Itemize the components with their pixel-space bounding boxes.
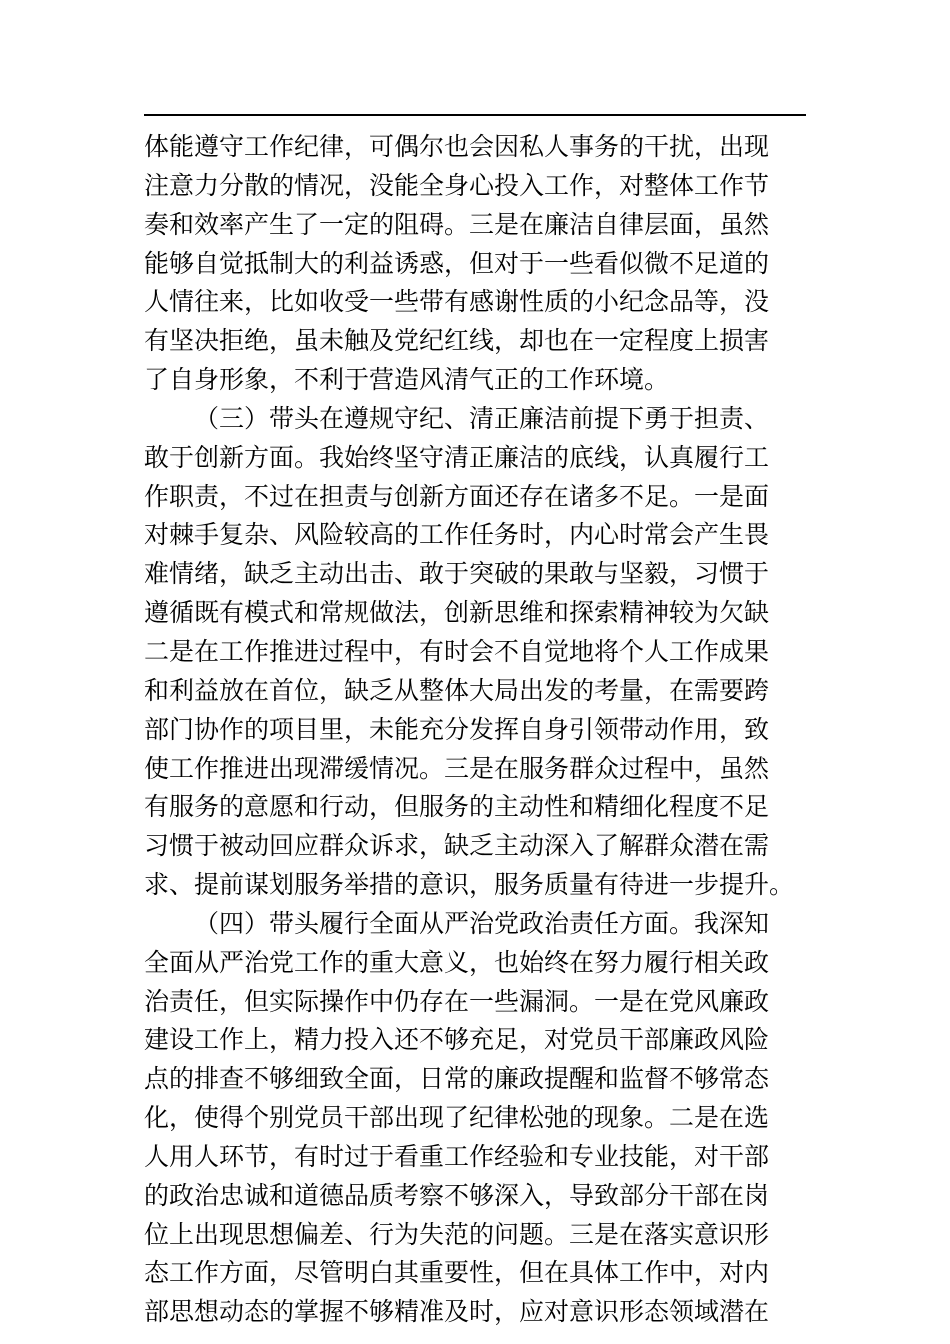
text-line: 部思想动态的掌握不够精准及时，应对意识形态领域潜在: [144, 1297, 770, 1327]
text-line: （三）带头在遵规守纪、清正廉洁前提下勇于担责、: [194, 403, 770, 433]
text-line: 部门协作的项目里，未能充分发挥自身引领带动作用，致: [144, 714, 770, 744]
text-line: 作职责，不过在担责与创新方面还存在诸多不足。一是面: [144, 481, 770, 511]
text-line: 对棘手复杂、风险较高的工作任务时，内心时常会产生畏: [144, 520, 770, 550]
text-line: 人情往来，比如收受一些带有感谢性质的小纪念品等，没: [144, 287, 770, 317]
text-line: 了自身形象，不利于营造风清气正的工作环境。: [144, 365, 670, 395]
text-line: 化，使得个别党员干部出现了纪律松弛的现象。二是在选: [144, 1103, 770, 1133]
text-line: 治责任，但实际操作中仍存在一些漏洞。一是在党风廉政: [144, 986, 770, 1016]
text-line: 奏和效率产生了一定的阻碍。三是在廉洁自律层面，虽然: [144, 209, 770, 239]
header-rule: [144, 114, 806, 116]
text-line: 点的排查不够细致全面，日常的廉政提醒和监督不够常态: [144, 1064, 770, 1094]
text-line: 位上出现思想偏差、行为失范的问题。三是在落实意识形: [144, 1219, 770, 1249]
text-line: 求、提前谋划服务举措的意识，服务质量有待进一步提升。: [144, 870, 795, 900]
text-line: 遵循既有模式和常规做法，创新思维和探索精神较为欠缺: [144, 598, 770, 628]
text-line: 全面从严治党工作的重大意义，也始终在努力履行相关政: [144, 947, 770, 977]
text-line: 难情绪，缺乏主动出击、敢于突破的果敢与坚毅，习惯于: [144, 559, 770, 589]
text-line: 有坚决拒绝，虽未触及党纪红线，却也在一定程度上损害: [144, 326, 770, 356]
text-line: 敢于创新方面。我始终坚守清正廉洁的底线，认真履行工: [144, 442, 770, 472]
document-body: [144, 128, 806, 1332]
text-line: 的政治忠诚和道德品质考察不够深入，导致部分干部在岗: [144, 1180, 770, 1210]
text-line: （四）带头履行全面从严治党政治责任方面。我深知: [194, 908, 770, 938]
text-line: 态工作方面，尽管明白其重要性，但在具体工作中，对内: [144, 1258, 770, 1288]
text-line: 二是在工作推进过程中，有时会不自觉地将个人工作成果: [144, 636, 770, 666]
text-line: 习惯于被动回应群众诉求，缺乏主动深入了解群众潜在需: [144, 831, 770, 861]
text-line: 人用人环节，有时过于看重工作经验和专业技能，对干部: [144, 1141, 770, 1171]
text-line: 注意力分散的情况，没能全身心投入工作，对整体工作节: [144, 170, 770, 200]
text-line: 建设工作上，精力投入还不够充足，对党员干部廉政风险: [144, 1025, 770, 1055]
text-line: 使工作推进出现滞缓情况。三是在服务群众过程中，虽然: [144, 753, 770, 783]
text-line: 和利益放在首位，缺乏从整体大局出发的考量，在需要跨: [144, 675, 770, 705]
text-line: 体能遵守工作纪律，可偶尔也会因私人事务的干扰，出现: [144, 132, 770, 161]
text-line: 能够自觉抵制大的利益诱惑，但对于一些看似微不足道的: [144, 248, 770, 278]
text-line: 有服务的意愿和行动，但服务的主动性和精细化程度不足: [144, 792, 770, 822]
